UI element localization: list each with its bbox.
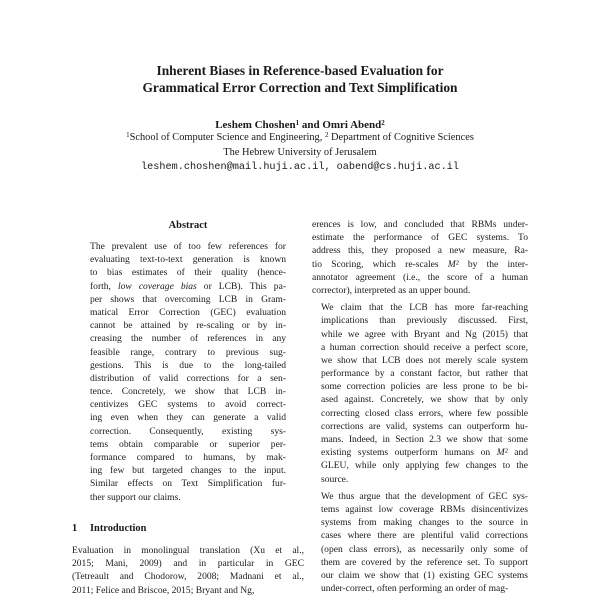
text-line: mans. Indeed, in Section 2.3 we show that some <box>321 434 528 445</box>
text-line: address this, they proposed a new measure, Ra- <box>312 245 528 257</box>
text-line: correcting closed class errors, where few possible <box>321 407 528 419</box>
affiliation-text: School of Computer Science and Engineering, <box>129 132 325 143</box>
text-line: a human correction should receive a perfect score, <box>321 341 528 353</box>
text-line: under-correct, often performing an order of mag- <box>321 583 509 595</box>
text-line: gestions. This is due to the long-tailed <box>90 359 286 371</box>
text-line: forth, low coverage bias or LCB). This pa- <box>90 280 286 292</box>
affiliation-marker: 1 <box>126 131 130 139</box>
affiliation-marker: 2 <box>324 131 329 139</box>
text-line: formance compared to humans, by mak- <box>90 452 286 463</box>
text-line: centivizes GEC systems to avoid correct- <box>90 399 286 411</box>
text-line: ther support our claims. <box>90 491 181 503</box>
affiliation-marker: 1 <box>295 119 300 127</box>
paragraph <box>312 490 528 596</box>
text-line: 2011; Felice and Briscoe, 2015; Bryant and Ng, <box>72 584 255 596</box>
affiliation-marker: 2 <box>381 119 385 127</box>
abstract-body <box>90 240 286 504</box>
text-line: GLEU, while only applying few changes to the <box>321 460 528 472</box>
text-line: corrections are valid, systems can outperform hu- <box>321 420 528 432</box>
text-line: estimate the performance of GEC systems. To <box>312 232 528 244</box>
text-line: systems from making changes to the source in <box>321 517 528 529</box>
title-line: Grammatical Error Correction and Text Simplification <box>142 80 458 95</box>
paragraph <box>312 218 528 297</box>
text-line: distribution of valid corrections for a sen- <box>90 372 286 384</box>
text-line: we show that LCB does not merely scale system <box>321 354 528 366</box>
text-line: evaluating text-to-text generation is known <box>90 254 286 266</box>
text-line: performance by a constant factor, but rather that <box>321 368 528 380</box>
affiliation-line: The Hebrew University of Jerusalem <box>223 147 377 158</box>
author-emails: leshem.choshen@mail.huji.ac.il, oabend@cs.huji.ac.il <box>141 162 459 173</box>
text-line: Similar effects on Text Simplification fur- <box>90 478 286 490</box>
text-line: cases where there are plentiful valid corrections <box>321 530 528 542</box>
section-title: Introduction <box>90 523 147 534</box>
text-line: feasible range, contrary to previous sug- <box>90 346 286 358</box>
text-line: corrector), interpreted as an upper bound. <box>312 284 471 296</box>
text-line: ing few but targeted changes to the input. <box>90 465 286 477</box>
text-line: (Tetreault and Chodorow, 2008; Madnani et al., <box>72 571 304 583</box>
right-column <box>312 218 528 595</box>
text-line: matical Error Correction (GEC) evaluation <box>90 306 286 318</box>
text-line: ing even when they can generate a valid <box>90 412 286 424</box>
text-line: source. <box>321 473 349 485</box>
text-line: tems obtain comparable or superior per- <box>90 438 286 450</box>
introduction-body <box>72 544 304 597</box>
text-line: Evaluation in monolingual translation (Xu et al., <box>72 545 304 556</box>
text-line: correction. Consequently, existing sys- <box>90 425 286 437</box>
text-line: ased against. Concretely, we show that by only <box>321 394 528 406</box>
text-line: cannot be attained by re-scaling or by in- <box>90 320 286 332</box>
text-line: per shows that overcoming LCB in Gram- <box>90 293 286 305</box>
section-heading <box>72 522 146 535</box>
section-number: 1 <box>72 523 78 534</box>
text-line: to bias estimates of their quality (hence- <box>90 267 286 279</box>
paper-title <box>0 62 600 96</box>
paragraph <box>312 301 528 486</box>
text-line: (open class errors), as necessarily only some of <box>321 543 528 555</box>
text-line: tence. Concretely, we show that LCB in- <box>90 386 286 398</box>
text-line: tems against low coverage RBMs disincentivizes <box>321 503 528 515</box>
affiliation-line <box>0 130 600 145</box>
text-line: them are covered by the reference set. To support <box>321 556 528 568</box>
text-line: some correction policies are less prone to be bi- <box>321 381 528 393</box>
text-line: tio Scoring, which re-scales M² by the inter- <box>312 258 528 270</box>
author-name: Leshem Choshen <box>215 119 296 131</box>
affiliation-text: Department of Cognitive Sciences <box>328 132 474 143</box>
affiliations <box>0 130 600 160</box>
text-line: creasing the number of references in any <box>90 333 286 345</box>
author-name: and Omri Abend <box>299 119 382 131</box>
text-line: annotator agreement (i.e., the score of a human <box>312 271 528 283</box>
text-line: while we agree with Bryant and Ng (2015) that <box>321 328 528 340</box>
text-line: 2015; Mani, 2009) and in particular in GEC <box>72 558 304 570</box>
text-line: implications than previously discussed. First, <box>321 315 528 327</box>
text-line: our claim we show that (1) existing GEC systems <box>321 569 528 581</box>
text-line: erences is low, and concluded that RBMs under- <box>312 219 528 230</box>
text-line: We thus argue that the development of GEC sys- <box>321 490 528 502</box>
text-line: existing systems outperform humans on M² and <box>321 447 528 459</box>
abstract-heading: Abstract <box>168 220 208 231</box>
title-line: Inherent Biases in Reference-based Evaluation for <box>156 63 444 78</box>
text-line: The prevalent use of too few references for <box>90 241 286 252</box>
text-line: We claim that the LCB has more far-reaching <box>321 302 528 314</box>
